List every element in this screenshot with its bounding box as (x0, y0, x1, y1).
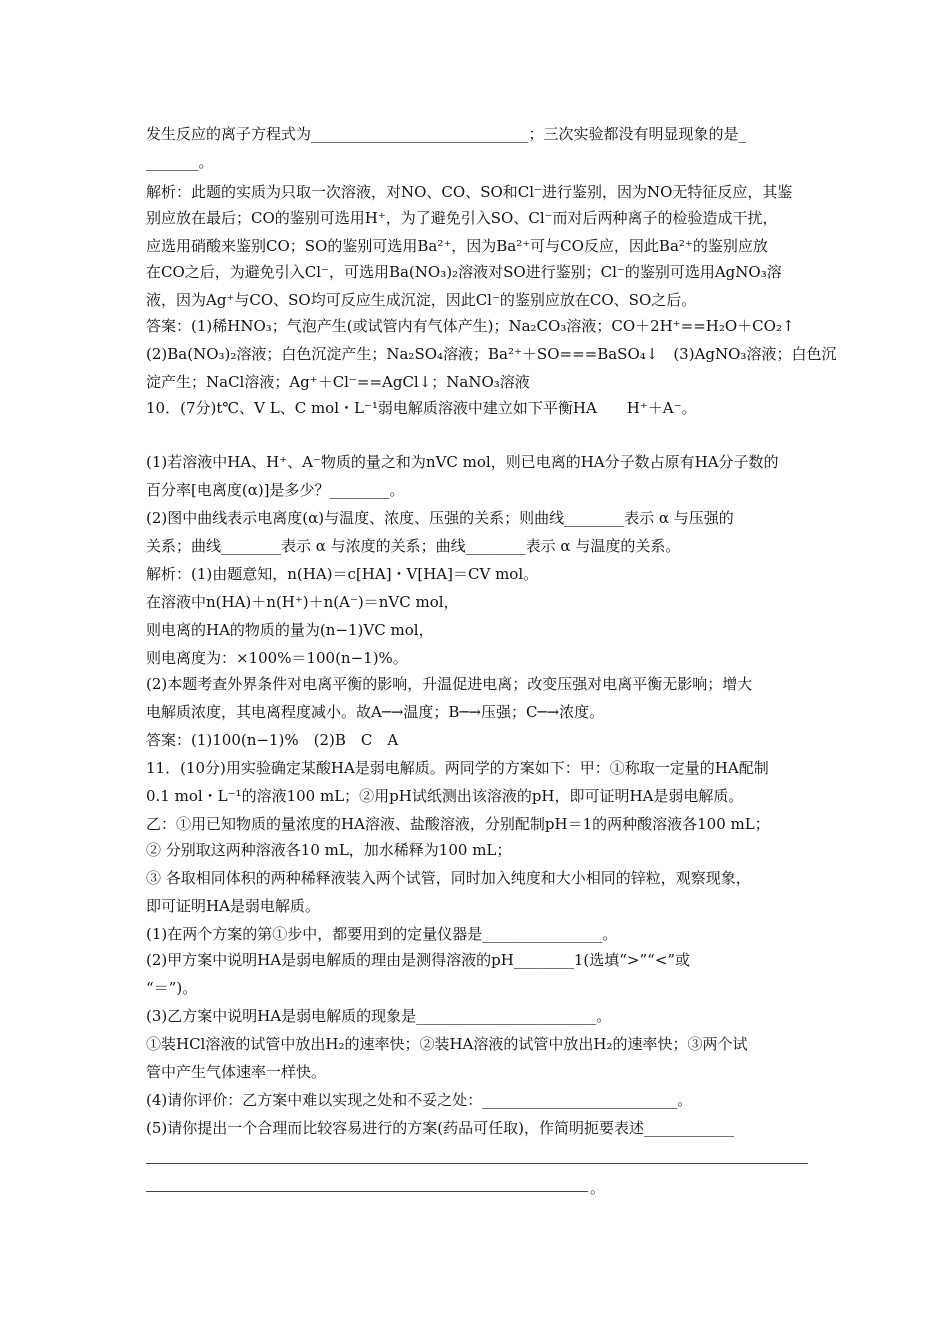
text-line: 乙：①用已知物质的量浓度的HA溶液、盐酸溶液，分别配制pH＝1的两种酸溶液各100 mL； (146, 815, 770, 833)
text-line: ①装HCl溶液的试管中放出H₂的速率快；②装HA溶液的试管中放出H₂的速率快；③两个试 (146, 1035, 748, 1053)
text-line: 发生反应的离子方程式为_____________________________；三次实验都没有明显现象的是_ (146, 125, 747, 143)
text-line: (5)请你提出一个合理而比较容易进行的方案(药品可任取)，作简明扼要表述____________ (146, 1119, 734, 1137)
text-line: 在溶液中n(HA)＋n(H⁺)＋n(A⁻)＝nVC mol， (146, 593, 459, 611)
text-line: (4)请你评价：乙方案中难以实现之处和不妥之处：__________________________。 (146, 1091, 693, 1109)
text-line: (2)甲方案中说明HA是弱电解质的理由是测得溶液的pH________1(选填“>”“<”或 (146, 951, 691, 969)
question-heading: 10．(7分)t℃、V L、C mol・L⁻¹弱电解质溶液中建立如下平衡HA H⁺＋A⁻。 (146, 399, 697, 417)
text-line: 淀产生；NaCl溶液；Ag⁺＋Cl⁻==AgCl↓；NaNO₃溶液 (146, 373, 530, 391)
text-line: “＝”)。 (146, 979, 198, 997)
text-line: (1)在两个方案的第①步中，都要用到的定量仪器是________________。 (146, 925, 618, 943)
text-line: 在CO之后，为避免引入Cl⁻，可选用Ba(NO₃)₂溶液对SO进行鉴别；Cl⁻的鉴别可选用AgNO₃溶 (146, 263, 782, 281)
question-heading: 11．(10分)用实验确定某酸HA是弱电解质。两同学的方案如下：甲：①称取一定量的HA配制 (146, 759, 769, 777)
text-line: _______。 (146, 153, 214, 171)
text-line: 答案：(1)稀HNO₃；气泡产生(或试管内有气体产生)；Na₂CO₃溶液；CO＋2H⁺==H₂O＋CO₂↑ (146, 317, 795, 335)
text-line: 管中产生气体速率一样快。 (146, 1063, 327, 1081)
text-line: 别应放在最后；CO的鉴别可选用H⁺，为了避免引入SO、Cl⁻而对后两种离子的检验造成干扰， (146, 209, 778, 227)
text-line: (1)若溶液中HA、H⁺、A⁻物质的量之和为nVC mol，则已电离的HA分子数占原有HA分子数的 (146, 453, 779, 471)
text-line: (3)乙方案中说明HA是弱电解质的现象是________________________。 (146, 1007, 612, 1025)
text-line: (2)图中曲线表示电离度(α)与温度、浓度、压强的关系；则曲线________表示 α 与压强的 (146, 509, 734, 527)
text-line: 液，因为Ag⁺与CO、SO均可反应生成沉淀，因此Cl⁻的鉴别应放在CO、SO之后。 (146, 291, 697, 309)
text-line: (2)Ba(NO₃)₂溶液；白色沉淀产生；Na₂SO₄溶液；Ba²⁺＋SO===BaSO₄↓ (3)AgNO₃溶液；白色沉 (146, 345, 837, 363)
end-punctuation: 。 (590, 1179, 606, 1197)
text-line: 百分率[电离度(α)]是多少？________。 (146, 481, 405, 499)
text-line: 0.1 mol・L⁻¹的溶液100 mL；②用pH试纸测出该溶液的pH，即可证明HA是弱电解质。 (146, 787, 744, 805)
text-line: 则电离度为：×100%＝100(n−1)%。 (146, 649, 408, 667)
text-line: 解析：(1)由题意知，n(HA)＝c[HA]・V[HA]＝CV mol。 (146, 565, 539, 583)
text-line: 即可证明HA是弱电解质。 (146, 897, 320, 915)
text-line: ② 分别取这两种溶液各10 mL，加水稀释为100 mL； (146, 841, 512, 859)
text-line: 答案：(1)100(n−1)% (2)B C A (146, 731, 399, 749)
text-line: 电解质浓度，其电离程度减小。故A─→温度；B─→压强；C─→浓度。 (146, 703, 605, 721)
text-line: (2)本题考查外界条件对电离平衡的影响，升温促进电离；改变压强对电离平衡无影响；增大 (146, 675, 753, 693)
answer-blank-line (146, 1163, 808, 1164)
answer-blank-line (146, 1191, 588, 1192)
text-line: 应选用硝酸来鉴别CO；SO的鉴别可选用Ba²⁺，因为Ba²⁺可与CO反应，因此Ba²⁺的鉴别应放 (146, 237, 768, 255)
text-line: 解析：此题的实质为只取一次溶液，对NO、CO、SO和Cl⁻进行鉴别，因为NO无特征反应，其鉴 (146, 183, 793, 201)
text-line: 关系；曲线________表示 α 与浓度的关系；曲线________表示 α 与温度的关系。 (146, 537, 681, 555)
text-line: ③ 各取相同体积的两种稀释液装入两个试管，同时加入纯度和大小相同的锌粒，观察现象， (146, 869, 751, 887)
text-line: 则电离的HA的物质的量为(n−1)VC mol， (146, 621, 434, 639)
